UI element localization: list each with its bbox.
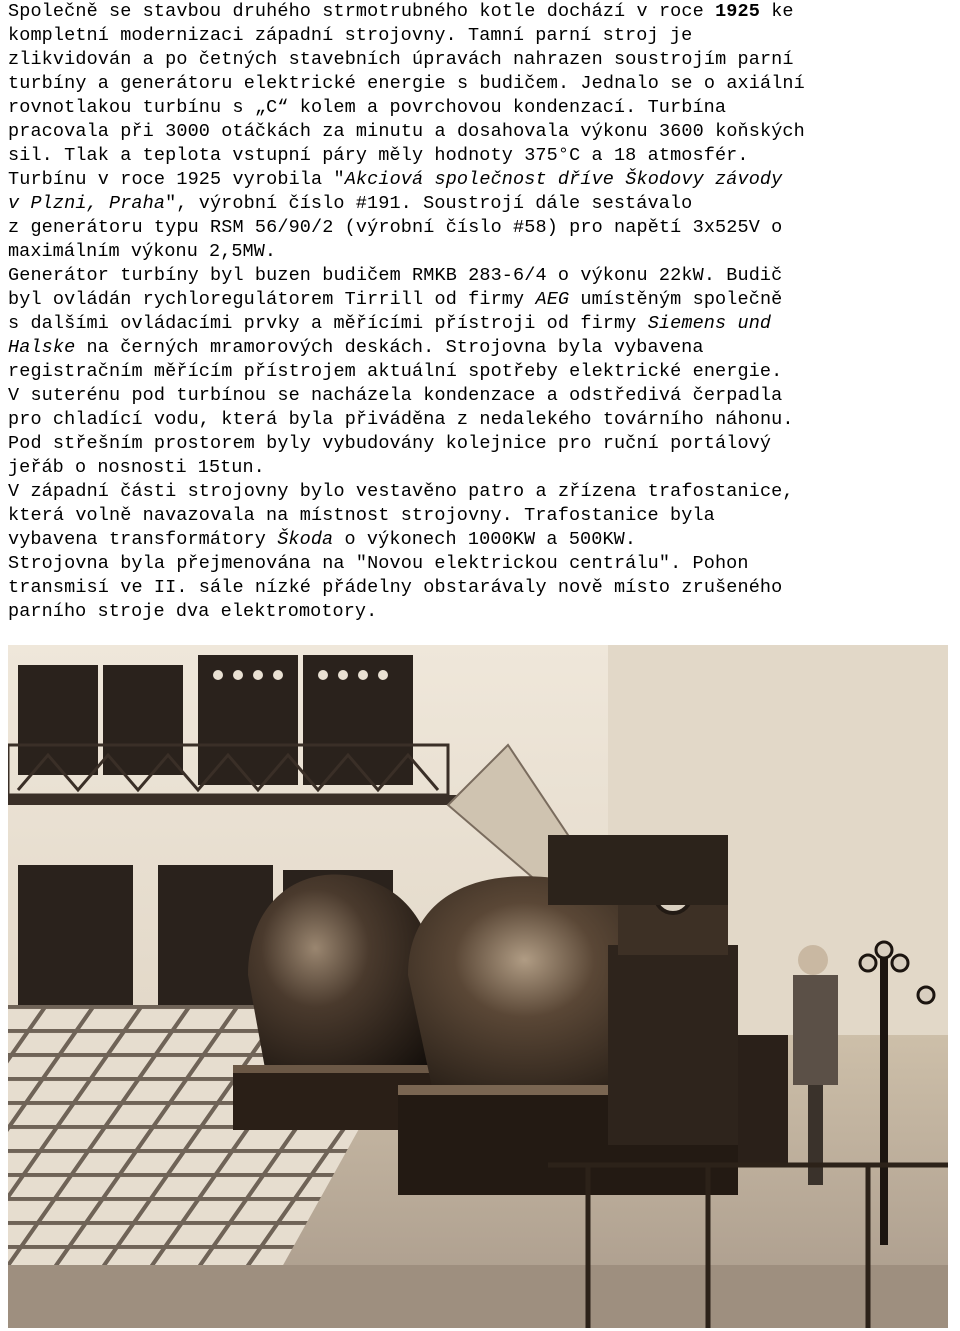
text-line [8, 576, 948, 600]
text-segment: která volně navazovala na místnost strojovny. Trafostanice byla [8, 505, 715, 526]
bold-text: 1925 [715, 1, 760, 22]
italic-text: Akciová společnost dříve Škodovy závody [344, 169, 783, 190]
italic-text: AEG [535, 289, 570, 310]
text-line [8, 384, 948, 408]
text-line [8, 360, 948, 384]
text-segment: maximálním výkonu 2,5MW. [8, 241, 277, 262]
text-segment: s dalšími ovládacími prvky a měřícími přístroji od firmy [8, 313, 648, 334]
text-segment: zlikvidován a po četných stavebních úpravách nahrazen soustrojím parní [8, 49, 794, 70]
text-line [8, 96, 948, 120]
italic-text: Halske [8, 337, 76, 358]
turbine-hall-image [8, 645, 948, 1328]
text-line [8, 120, 948, 144]
text-line [8, 72, 948, 96]
text-line [8, 504, 948, 528]
text-segment: Pod střešním prostorem byly vybudovány kolejnice pro ruční portálový [8, 433, 772, 454]
text-segment: V západní části strojovny bylo vestavěno patro a zřízena trafostanice, [8, 481, 794, 502]
text-segment: Společně se stavbou druhého strmotrubného kotle dochází v roce [8, 1, 716, 22]
text-segment: Turbínu v roce 1925 vyrobila " [8, 169, 345, 190]
text-line [8, 600, 948, 624]
text-segment: transmisí ve II. sále nízké přádelny obstarávaly nově místo zrušeného [8, 577, 783, 598]
text-segment: o výkonech 1000KW a 500KW. [333, 529, 637, 550]
text-line [8, 456, 948, 480]
text-segment: parního stroje dva elektromotory. [8, 601, 378, 622]
text-line [8, 312, 948, 336]
text-segment: rovnotlakou turbínu s „C“ kolem a povrchovou kondenzací. Turbína [8, 97, 727, 118]
text-segment: registračním měřícím přístrojem aktuální spotřeby elektrické energie. [8, 361, 783, 382]
text-segment: V suterénu pod turbínou se nacházela kondenzace a odstředivá čerpadla [8, 385, 783, 406]
text-segment: kompletní modernizaci západní strojovny. Tamní parní stroj je [8, 25, 693, 46]
text-segment: byl ovládán rychloregulátorem Tirrill od firmy [8, 289, 536, 310]
article-text [8, 0, 948, 624]
text-segment: Generátor turbíny byl buzen budičem RMKB 283-6/4 o výkonu 22kW. Budič [8, 265, 783, 286]
text-line [8, 264, 948, 288]
text-segment: sil. Tlak a teplota vstupní páry měly hodnoty 375°C a 18 atmosfér. [8, 145, 749, 166]
text-segment: na černých mramorových deskách. Strojovna byla vybavena [75, 337, 704, 358]
text-line [8, 336, 948, 360]
text-segment: pro chladící vodu, která byla přiváděna z nedalekého továrního náhonu. [8, 409, 794, 430]
text-segment: turbíny a generátoru elektrické energie s budičem. Jednalo se o axiální [8, 73, 805, 94]
text-segment: vybavena transformátory [8, 529, 278, 550]
text-line [8, 144, 948, 168]
italic-text: Škoda [277, 529, 334, 550]
text-line [8, 0, 948, 24]
machine-room-photo [8, 645, 948, 1328]
text-segment: z generátoru typu RSM 56/90/2 (výrobní číslo #58) pro napětí 3x525V o [8, 217, 783, 238]
text-line [8, 552, 948, 576]
text-segment: jeřáb o nosnosti 15tun. [8, 457, 265, 478]
text-line [8, 408, 948, 432]
text-line [8, 528, 948, 552]
italic-text: Siemens und [647, 313, 772, 334]
text-line [8, 480, 948, 504]
text-segment: umístěným společně [569, 289, 783, 310]
text-line [8, 240, 948, 264]
text-line [8, 168, 948, 192]
text-line [8, 192, 948, 216]
text-segment: ", výrobní číslo #191. Soustrojí dále sestávalo [165, 193, 693, 214]
text-line [8, 288, 948, 312]
text-segment: pracovala při 3000 otáčkách za minutu a dosahovala výkonu 3600 koňských [8, 121, 805, 142]
italic-text: v Plzni, Praha [8, 193, 166, 214]
text-segment: ke [759, 1, 794, 22]
text-line [8, 24, 948, 48]
text-segment: Strojovna byla přejmenována na "Novou elektrickou centrálu". Pohon [8, 553, 749, 574]
text-line [8, 432, 948, 456]
text-line [8, 216, 948, 240]
text-line [8, 48, 948, 72]
